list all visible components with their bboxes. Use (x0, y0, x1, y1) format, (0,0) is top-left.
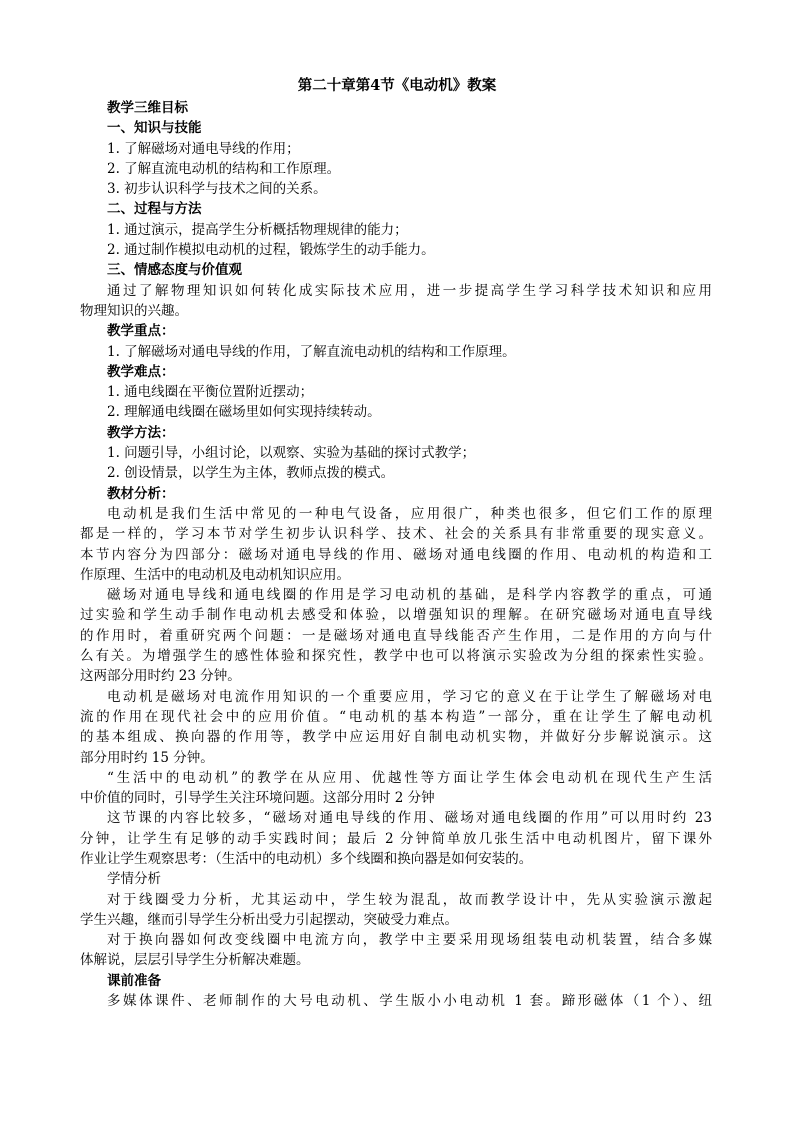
text-line: 过实验和学生动手制作电动机去感受和体验，以增强知识的理解。在研究磁场对通电直导线 (80, 607, 712, 624)
section-heading: 教学重点： (107, 323, 175, 340)
text-line: 这节课的内容比较多，“磁场对通电导线的作用、磁场对通电线圈的作用”可以用时约 23 (107, 810, 712, 827)
section-heading: 教材分析： (107, 485, 175, 502)
text-line: 流的作用在现代社会中的应用价值。“电动机的基本构造”一部分，重在让学生了解电动机 (80, 708, 712, 725)
text-line: 分钟，让学生有足够的动手实践时间；最后 2 分钟简单放几张生活中电动机图片，留下课外 (80, 830, 712, 847)
text-line: 2. 理解通电线圈在磁场里如何实现持续转动。 (107, 404, 381, 421)
text-line: 学生兴趣，继而引导学生分析出受力引起摆动，突破受力难点。 (80, 911, 458, 928)
text-line: 体解说，层层引导学生分析解决难题。 (80, 952, 310, 969)
text-line: 电动机是磁场对电流作用知识的一个重要应用，学习它的意义在于让学生了解磁场对电 (107, 688, 712, 705)
text-line: 的基本组成、换向器的作用等，教学中应运用好自制电动机实物，并做好分步解说演示。这 (80, 729, 712, 746)
text-line: 对于换向器如何改变线圈中电流方向，教学中主要采用现场组装电动机装置，结合多媒 (107, 932, 712, 949)
text-line: 本节内容分为四部分：磁场对通电导线的作用、磁场对通电线圈的作用、电动机的构造和工 (80, 546, 712, 563)
text-line: 电动机是我们生活中常见的一种电气设备，应用很广，种类也很多，但它们工作的原理 (107, 505, 712, 522)
document-title: 第二十章第4节《电动机》教案 (297, 77, 497, 94)
section-heading: 教学方法： (107, 424, 175, 441)
text-line: 1. 问题引导，小组讨论，以观察、实验为基础的探讨式教学； (107, 445, 476, 462)
text-line: 1. 通过演示，提高学生分析概括物理规律的能力； (107, 221, 408, 238)
text-line: 多媒体课件、老师制作的大号电动机、学生版小小电动机 1 套。蹄形磁体（1 个）、纽 (107, 993, 712, 1010)
text-line: 物理知识的兴趣。 (80, 302, 188, 319)
text-line: 学情分析 (107, 871, 161, 888)
text-line: 作原理、生活中的电动机及电动机知识应用。 (80, 566, 350, 583)
text-line: 通过了解物理知识如何转化成实际技术应用，进一步提高学生学习科学技术知识和应用 (107, 282, 712, 299)
section-heading: 教学三维目标 (107, 100, 188, 116)
text-line: 都是一样的，学习本节对学生初步认识科学、技术、社会的关系具有非常重要的现实意义。 (80, 526, 712, 543)
text-line: 2. 了解直流电动机的结构和工作原理。 (107, 160, 341, 177)
text-line: 1. 了解磁场对通电导线的作用； (107, 140, 300, 157)
section-heading: 教学难点： (107, 363, 175, 380)
text-line: 1. 了解磁场对通电导线的作用，了解直流电动机的结构和工作原理。 (107, 343, 516, 360)
text-line: 磁场对通电导线和通电线圈的作用是学习电动机的基础，是科学内容教学的重点，可通 (107, 587, 712, 604)
text-line: 这两部分用时约 23 分钟。 (80, 668, 241, 685)
text-line: 3. 初步认识科学与技术之间的关系。 (107, 181, 327, 198)
section-heading: 三、情感态度与价值观 (107, 262, 242, 279)
text-line: 作业让学生观察思考：（生活中的电动机）多个线圈和换向器是如何安装的。 (80, 850, 533, 867)
section-heading: 一、知识与技能 (107, 120, 202, 137)
text-line: 1. 通电线圈在平衡位置附近摆动； (107, 384, 314, 401)
text-line: 的作用时，着重研究两个问题：一是磁场对通电直导线能否产生作用，二是作用的方向与什 (80, 627, 712, 644)
section-heading: 二、过程与方法 (107, 201, 202, 218)
section-heading: 课前准备 (107, 972, 161, 989)
text-line: 中价值的同时，引导学生关注环境问题。这部分用时 2 分钟 (80, 790, 435, 807)
text-line: 对于线圈受力分析，尤其运动中，学生较为混乱，故而教学设计中，先从实验演示激起 (107, 891, 712, 908)
text-line: 么有关。为增强学生的感性体验和探究性，教学中也可以将演示实验改为分组的探索性实验。 (80, 648, 712, 665)
text-line: “生活中的电动机”的教学在从应用、优越性等方面让学生体会电动机在现代生产生活 (107, 769, 712, 786)
document-body (80, 98, 712, 1011)
text-line: 部分用时约 15 分钟。 (80, 749, 214, 766)
text-line: 2. 创设情景，以学生为主体，教师点拨的模式。 (107, 465, 395, 482)
text-line: 2. 通过制作模拟电动机的过程，锻炼学生的动手能力。 (107, 242, 435, 259)
